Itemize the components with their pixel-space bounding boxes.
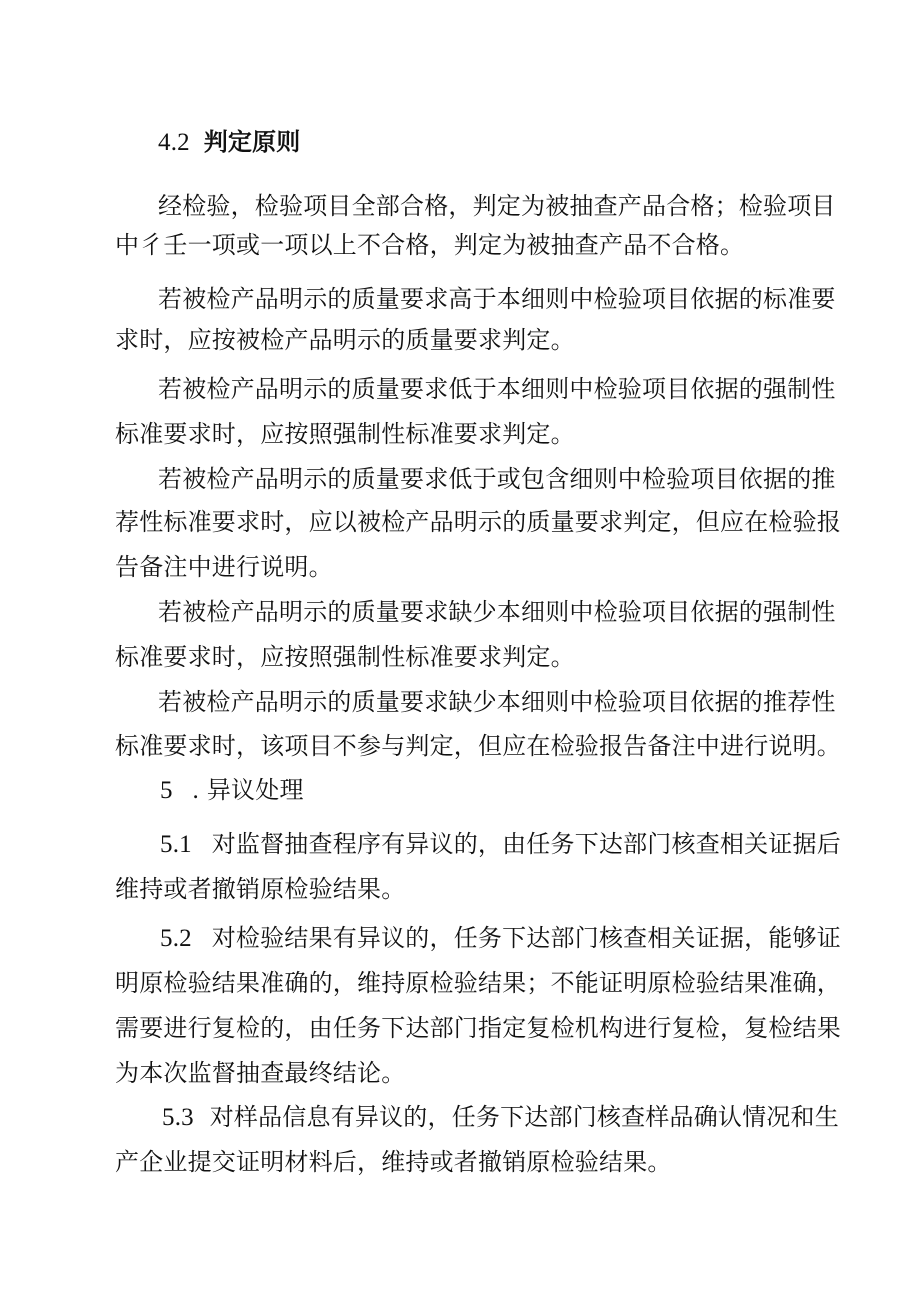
paragraph-line: 需要进行复检的，由任务下达部门指定复检机构进行复检，复检结果 — [115, 1014, 841, 1042]
paragraph-line: 若被检产品明示的质量要求缺少本细则中检验项目依据的强制性 — [158, 598, 836, 626]
section-number: 5.2 — [160, 925, 192, 952]
section-5-heading — [160, 775, 304, 806]
section-5-2-first-line — [160, 923, 841, 954]
section-5-3-first-line — [162, 1102, 839, 1133]
section-title: 判定原则 — [203, 128, 301, 156]
paragraph-line: 标准要求时，应按照强制性标准要求判定。 — [115, 643, 575, 671]
section-4-2-heading — [158, 127, 301, 158]
paragraph-line: 中彳壬一项或一项以上不合格，判定为被抽查产品不合格。 — [115, 231, 745, 259]
paragraph-line: 维持或者撤销原检验结果。 — [115, 875, 406, 903]
section-number: 4.2 — [158, 129, 190, 156]
section-number: 5.3 — [162, 1104, 194, 1131]
paragraph-line: 标准要求时，应按照强制性标准要求判定。 — [115, 420, 575, 448]
paragraph-line: 求时，应按被检产品明示的质量要求判定。 — [115, 326, 575, 354]
section-5-1-first-line — [160, 829, 841, 860]
paragraph-line: 产企业提交证明材料后，维持或者撤销原检验结果。 — [115, 1148, 672, 1176]
paragraph-line: 标准要求时，该项目不参与判定，但应在检验报告备注中进行说明。 — [115, 732, 841, 760]
paragraph-line: 若被检产品明示的质量要求低于本细则中检验项目依据的强制性 — [158, 375, 836, 403]
section-title: 异议处理 — [206, 776, 304, 804]
paragraph-text: 对样品信息有异议的，任务下达部门核查样品确认情况和生 — [209, 1103, 839, 1131]
paragraph-text: 对检验结果有异议的，任务下达部门核查相关证据，能够证 — [211, 924, 841, 952]
paragraph-line: 告备注中进行说明。 — [115, 553, 333, 581]
paragraph-line: 荐性标准要求时，应以被检产品明示的质量要求判定，但应在检验报 — [115, 508, 841, 536]
section-number: 5.1 — [160, 831, 192, 858]
section-number: 5 — [160, 777, 173, 804]
paragraph-text: 对监督抽查程序有异议的，由任务下达部门核查相关证据后 — [211, 830, 841, 858]
paragraph-line: 为本次监督抽查最终结论。 — [115, 1059, 406, 1087]
paragraph-line: 若被检产品明示的质量要求低于或包含细则中检验项目依据的推 — [158, 465, 836, 493]
section-separator: . — [192, 777, 199, 804]
paragraph-line: 若被检产品明示的质量要求高于本细则中检验项目依据的标准要 — [158, 285, 836, 313]
paragraph-line: 经检验，检验项目全部合格，判定为被抽查产品合格；检验项目 — [158, 192, 836, 220]
paragraph-line: 明原检验结果准确的，维持原检验结果；不能证明原检验结果准确， — [115, 969, 841, 997]
paragraph-line: 若被检产品明示的质量要求缺少本细则中检验项目依据的推荐性 — [158, 688, 836, 716]
